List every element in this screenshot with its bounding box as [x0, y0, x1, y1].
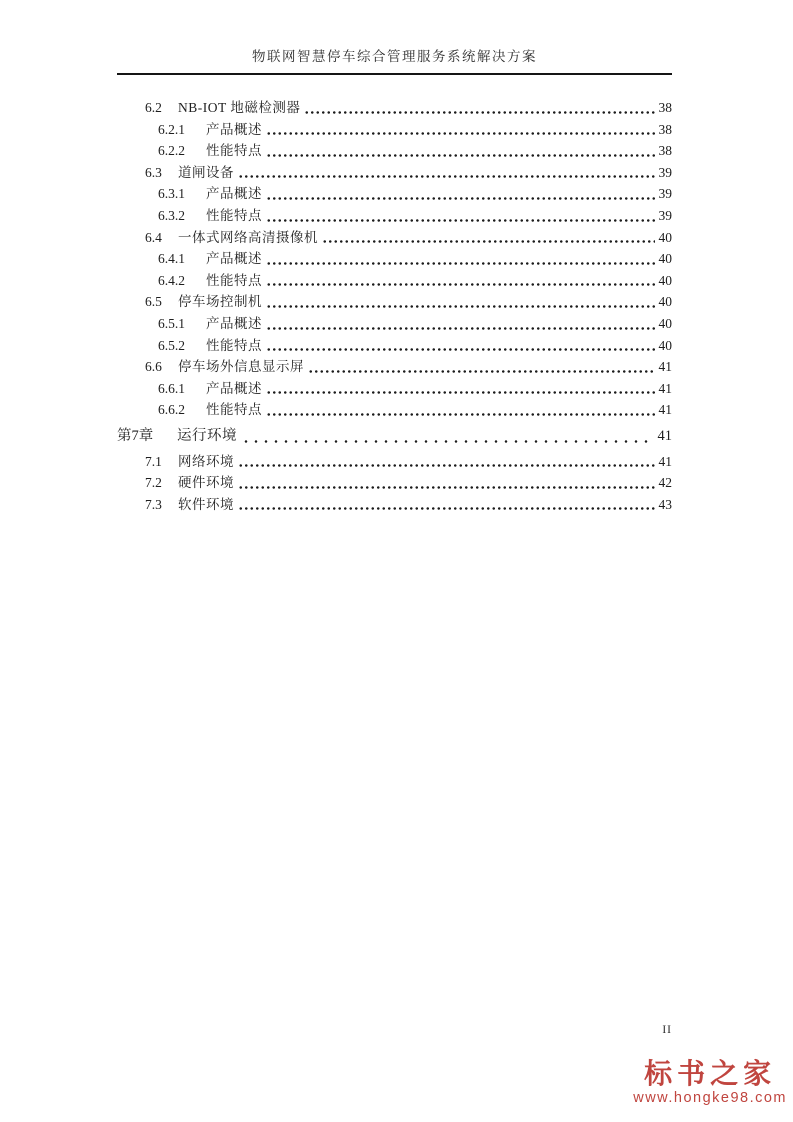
watermark-url: www.hongke98.com: [633, 1090, 787, 1106]
toc-leader-dots: [266, 412, 655, 417]
toc-entry-page: 41: [658, 453, 672, 469]
toc-entry-number: 6.3.1: [158, 186, 185, 202]
toc-entry: [117, 140, 672, 162]
toc-entry-number: 6.2: [145, 100, 162, 115]
toc-entry-title: 运行环境: [177, 427, 237, 444]
running-header-title: 物联网智慧停车综合管理服务系统解决方案: [117, 45, 672, 75]
toc-leader-dots: [304, 110, 655, 115]
watermark-brand: 标书之家: [644, 1058, 777, 1089]
toc-entry: [117, 494, 672, 516]
toc-entry: [117, 356, 672, 378]
toc-entry-number: 6.6.1: [158, 380, 185, 396]
toc-leader-dots: [241, 439, 648, 444]
toc-leader-dots: [266, 304, 655, 309]
toc-entry-number: 6.3: [145, 164, 162, 180]
toc-entry: [117, 291, 672, 313]
toc-entry-page: 40: [658, 251, 672, 267]
toc-entry: [117, 378, 672, 400]
toc-entry-title: 产品概述: [206, 121, 262, 137]
toc-entry-number: 6.4.2: [158, 272, 185, 288]
toc-entry-title: 道闸设备: [178, 164, 234, 180]
toc-entry-number: 7.2: [145, 475, 162, 491]
toc-leader-dots: [266, 347, 655, 352]
toc-entry-title: 硬件环境: [178, 475, 234, 491]
toc-leader-dots: [266, 218, 655, 223]
toc-entry: [117, 227, 672, 249]
watermark: [633, 1059, 787, 1107]
toc-entry-page: 38: [658, 100, 672, 115]
toc-entry-page: 38: [658, 121, 672, 137]
toc-entry: [117, 472, 672, 494]
toc-entry-number: 6.3.2: [158, 207, 185, 223]
toc-entry-title: 软件环境: [178, 496, 234, 512]
toc-leader-dots: [238, 463, 655, 468]
toc-entry-title: 产品概述: [206, 186, 262, 202]
toc-leader-dots: [266, 282, 655, 287]
toc-leader-dots: [238, 174, 655, 179]
toc-entry-page: 39: [658, 186, 672, 202]
toc-leader-dots: [266, 261, 655, 266]
toc-entry-title: NB-IOT 地磁检测器: [178, 100, 301, 115]
toc-entry-title: 一体式网络高清摄像机: [178, 229, 318, 245]
toc-entry: [117, 335, 672, 357]
toc-leader-dots: [308, 369, 655, 374]
toc-entry-number: 6.2.1: [158, 121, 185, 137]
toc-entry-page: 40: [658, 229, 672, 245]
toc-entry-page: 40: [658, 294, 672, 310]
toc-entry: [117, 119, 672, 141]
toc-entry-number: 6.5.2: [158, 337, 185, 353]
toc-entry-title: 产品概述: [206, 315, 262, 331]
toc-entry-title: 网络环境: [178, 453, 234, 469]
toc-entry-number: 6.2.2: [158, 143, 185, 159]
toc-entry: [117, 399, 672, 421]
toc-entry-title: 性能特点: [206, 337, 262, 353]
toc-entry: [117, 270, 672, 292]
toc-entry-page: 41: [658, 380, 672, 396]
toc-entry-title: 产品概述: [206, 251, 262, 267]
toc-entry-title: 性能特点: [206, 207, 262, 223]
toc-entry: [117, 248, 672, 270]
toc-entry-title: 停车场控制机: [178, 294, 262, 310]
toc-entry-page: 41: [658, 359, 672, 375]
toc-leader-dots: [266, 131, 655, 136]
toc-entry-number: 7.1: [145, 453, 162, 469]
toc-leader-dots: [266, 390, 655, 395]
toc-entry-page: 40: [658, 272, 672, 288]
toc-entry-page: 39: [658, 164, 672, 180]
toc-entry-page: 39: [658, 207, 672, 223]
toc-entry-title: 性能特点: [206, 402, 262, 418]
toc-leader-dots: [266, 196, 655, 201]
toc-leader-dots: [238, 485, 655, 490]
toc-entry-number: 6.6: [145, 359, 162, 375]
toc-entry-number: 7.3: [145, 496, 162, 512]
toc-entry-title: 停车场外信息显示屏: [178, 359, 304, 375]
toc-entry: [117, 162, 672, 184]
toc-entry-number: 6.4: [145, 229, 162, 245]
toc-entry-title: 性能特点: [206, 143, 262, 159]
toc-entry: [117, 183, 672, 205]
toc-entry: [117, 426, 672, 448]
toc-entry-number: 6.6.2: [158, 402, 185, 418]
toc-leader-dots: [266, 153, 655, 158]
toc-entry-page: 43: [658, 496, 672, 512]
toc-entry-title: 产品概述: [206, 380, 262, 396]
toc-list: [117, 97, 672, 515]
toc-entry-page: 38: [658, 143, 672, 159]
toc-entry-number: 6.5: [145, 294, 162, 310]
toc-leader-dots: [266, 326, 655, 331]
toc-entry-number: 第7章: [117, 427, 154, 444]
toc-entry-title: 性能特点: [206, 272, 262, 288]
toc-entry: [117, 205, 672, 227]
toc-leader-dots: [238, 506, 655, 511]
toc-leader-dots: [322, 239, 655, 244]
toc-entry-page: 41: [658, 402, 672, 418]
toc-entry: [117, 97, 672, 119]
page-number: II: [662, 1024, 672, 1036]
toc-entry-page: 40: [658, 337, 672, 353]
toc-entry-page: 40: [658, 315, 672, 331]
toc-entry: [117, 313, 672, 335]
toc-entry-page: 41: [657, 427, 672, 444]
toc-entry: [117, 451, 672, 473]
toc-entry-number: 6.4.1: [158, 251, 185, 267]
toc-entry-number: 6.5.1: [158, 315, 185, 331]
toc-entry-page: 42: [658, 475, 672, 491]
